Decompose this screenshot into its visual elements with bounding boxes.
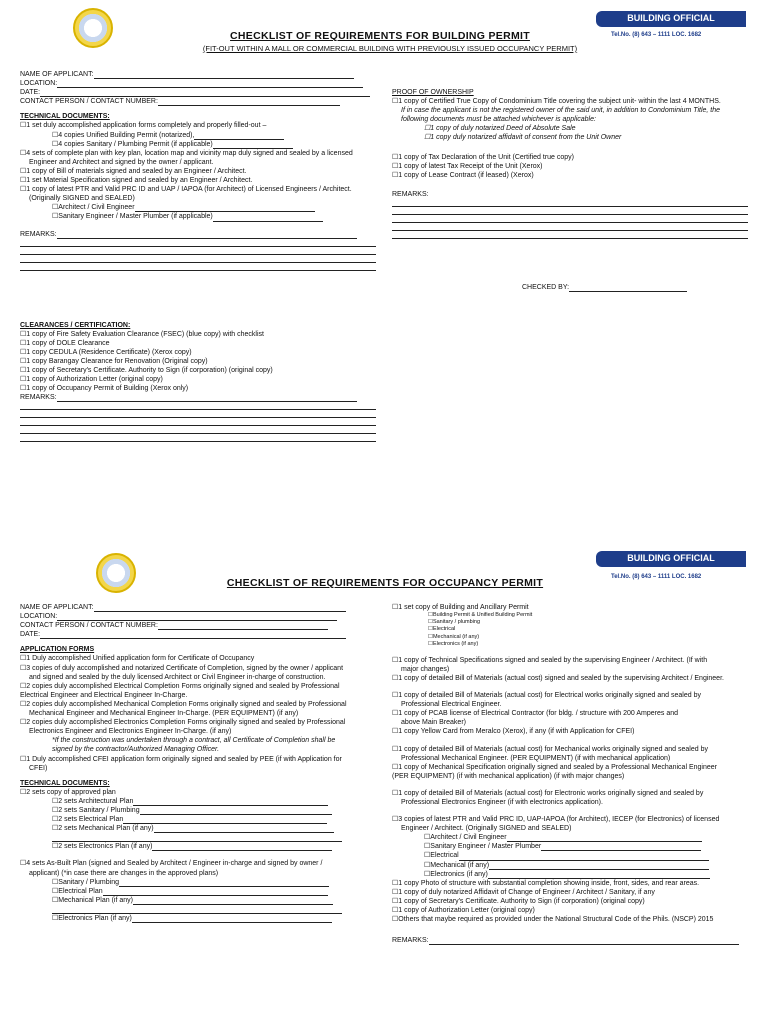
checklist-text: 1 copy of DOLE Clearance (26, 339, 110, 347)
checklist-text: Sanitary Engineer / Master Plumber (430, 843, 542, 851)
checklist-item (392, 106, 748, 115)
checklist-item (392, 915, 752, 924)
fill-blank[interactable] (132, 916, 332, 923)
checklist-item (392, 709, 752, 718)
checklist-text: 3 copies of latest PTR and Valid PRC ID, UAP-IAPOA (for Architect), IECEP (for Electronics) of licensed (398, 816, 720, 824)
checklist-text: Others that maybe required as provided under the National Structural Code of the Phils. (NSCP) 2015 (398, 916, 714, 924)
field-row[interactable] (20, 88, 376, 97)
checklist-text: Professional Electrical Engineer. (401, 701, 502, 709)
checklist-item (20, 700, 376, 709)
checklist-item (20, 745, 376, 754)
occupancy-left-column (20, 603, 376, 923)
checklist-text: 1 copy of Occupancy Permit of Building (Xerox only) (26, 385, 189, 393)
checklist-text: Mechanical Plan (if any) (58, 896, 133, 904)
checklist-text: 1 copy of detailed Bill of Materials (actual cost) signed and sealed by the supervising Architect / Engineer. (398, 674, 724, 682)
checklist-item (20, 149, 376, 158)
building-permit-title: CHECKLIST OF REQUIREMENTS FOR BUILDING PERMIT (230, 30, 530, 42)
clearances-list (20, 330, 376, 394)
checklist-text: 2 sets Architectural Plan (58, 797, 134, 805)
checklist-item (20, 357, 376, 366)
checklist-text: 1 set duly accomplished application forms completely and properly filled-out – (26, 122, 267, 130)
checklist-text: 4 copies Unified Building Permit (notarized), (58, 131, 195, 139)
checklist-text: If in case the applicant is not the registered owner of the said unit, in addition to Condominium Title, the (401, 107, 721, 115)
field-label: DATE: (20, 631, 41, 639)
ancillary-permit: ☐ 1 set copy of Building and Ancillary Permit (392, 603, 752, 612)
checklist-text: following documents must be attached whichever is applicable: (401, 116, 596, 124)
telephone-bottom: Tel.No. (8) 643 – 1111 LOC. 1682 (611, 574, 702, 580)
checklist-item (392, 879, 752, 888)
checklist-text: signed by the contractor/Authorized Managing Officer. (52, 746, 220, 754)
checklist-item (20, 842, 376, 851)
checklist-text: 1 copy of Lease Contract (if leased) (Xerox) (398, 171, 534, 179)
checklist-item (20, 727, 376, 736)
sub-item: ☐ Sanitary / plumbing (392, 619, 752, 626)
checklist-text: and signed and sealed by the duly licensed Architect or Civil Engineer in-charge of construction. (29, 673, 326, 681)
checklist-text: (PER EQUIPMENT) (if with mechanical application) (if with major changes) (392, 772, 625, 780)
clearances-heading: CLEARANCES / CERTIFICATION: (20, 321, 131, 329)
field-label: LOCATION: (20, 80, 58, 88)
checklist-item (20, 788, 376, 797)
fill-blank[interactable] (133, 898, 333, 905)
field-row[interactable] (20, 97, 376, 106)
building-official-badge-bottom: BUILDING OFFICIAL (596, 551, 746, 567)
building-left-column (20, 70, 376, 442)
fill-blank[interactable] (213, 215, 323, 222)
checklist-text: (Originally SIGNED and SEALED) (29, 195, 135, 203)
checklist-text: 1 copy of Secretary's Certificate. Authority to Sign (if corporation) (original copy) (398, 897, 645, 905)
checklist-item (392, 763, 752, 772)
field-blank[interactable] (94, 72, 354, 79)
remarks-label-2: REMARKS: (20, 393, 376, 402)
field-label: NAME OF APPLICANT: (20, 604, 94, 611)
checklist-text: 2 copies duly accomplished Mechanical Completion Forms originally signed and sealed by Professional (26, 700, 347, 708)
checklist-text: CFEI) (29, 764, 48, 772)
field-row[interactable] (20, 621, 376, 630)
checklist-item (392, 683, 752, 691)
fill-blank[interactable] (507, 835, 702, 842)
remarks-label-right: REMARKS: (392, 190, 429, 198)
as-built-list (20, 859, 376, 923)
checklist-item (20, 859, 376, 868)
checklist-text: 1 copy of Tax Declaration of the Unit (Certified true copy) (398, 153, 575, 161)
checklist-item (392, 691, 752, 700)
remarks-label: REMARKS: (20, 230, 376, 239)
applicant-fields (20, 70, 376, 106)
checklist-text: 1 copy duly notarized affidavit of consent from the Unit Owner (430, 134, 622, 142)
checklist-text: above Main Breaker) (401, 719, 466, 727)
checklist-text: 2 copies duly accomplished Electrical Completion Forms originally signed and sealed by Professional (26, 682, 340, 690)
checklist-item (20, 718, 376, 727)
checklist-text: Professional Mechanical Engineer. (PER EQUIPMENT) (if with mechanical application) (401, 754, 671, 762)
checklist-item (20, 833, 376, 842)
checklist-text: 2 sets Sanitary / Plumbing (58, 806, 140, 814)
sub-item: ☐ Building Permit & Unified Building Permit (392, 612, 752, 619)
field-blank[interactable] (40, 632, 346, 639)
checklist-item (392, 727, 752, 736)
checklist-text: 2 copies duly accomplished Electronics Completion Forms originally signed and sealed by Professional (26, 719, 346, 727)
city-seal-top (73, 8, 113, 48)
checklist-item (20, 167, 376, 176)
checklist-text: 4 copies Sanitary / Plumbing Permit (if applicable) (58, 140, 213, 148)
occupancy-applicant-fields (20, 603, 376, 639)
checklist-item (20, 682, 376, 691)
checklist-text: 2 sets copy of approved plan (26, 788, 116, 796)
checklist-item (20, 158, 376, 167)
field-row[interactable] (20, 603, 376, 612)
application-forms-heading: APPLICATION FORMS (20, 646, 95, 654)
checklist-text: Architect / Civil Engineer (430, 834, 507, 842)
fill-blank[interactable] (488, 872, 710, 879)
checklist-text: Electrical (430, 852, 459, 860)
fill-blank[interactable] (213, 142, 293, 149)
checklist-text: Mechanical (if any) (430, 861, 490, 869)
checklist-item (20, 755, 376, 764)
checklist-text: 1 copy CEDULA (Residence Certificate) (Xerox copy) (26, 348, 192, 356)
checklist-item (20, 366, 376, 375)
checklist-item (20, 203, 376, 212)
checklist-text: Mechanical Engineer and Mechanical Engineer In-Charge. (PER EQUIPMENT) (if any) (29, 710, 299, 718)
checklist-item (20, 736, 376, 745)
checklist-item (20, 815, 376, 824)
field-row[interactable] (20, 630, 376, 639)
field-blank[interactable] (94, 605, 346, 612)
field-blank[interactable] (57, 614, 337, 621)
checklist-item (392, 665, 752, 674)
checklist-text: Electrical Plan (58, 887, 103, 895)
checklist-item (20, 348, 376, 357)
fill-blank[interactable] (133, 799, 328, 806)
checklist-item (392, 700, 752, 709)
fill-blank[interactable] (103, 889, 328, 896)
checklist-text: 1 copy of Secretary's Certificate. Authority to Sign (if corporation) (original copy) (26, 367, 273, 375)
checklist-text: Electrical Engineer and Electrical Engineer In-Charge. (20, 691, 188, 699)
checklist-text: 3 copies of duly accomplished and notarized Certificate of Completion, signed by the owner / applicant (26, 664, 344, 672)
checklist-item (392, 162, 748, 171)
checklist-text: 1 copy of latest PTR and Valid PRC ID and UAP / IAPOA (for Architect) of Licensed Engineers / Architect. (26, 186, 352, 194)
checklist-item (392, 842, 752, 851)
checklist-text: 1 copy of duly notarized Deed of Absolute Sale (430, 125, 576, 133)
checklist-item (392, 833, 752, 842)
checklist-text: 1 Duly accomplished CFEI application form originally signed and sealed by PEE (if with Application for (26, 755, 342, 763)
checklist-item (392, 718, 752, 727)
checklist-item (392, 798, 752, 807)
checklist-item (20, 140, 376, 149)
checklist-item (20, 176, 376, 185)
checklist-item (392, 674, 752, 683)
occupancy-technical-heading: TECHNICAL DOCUMENTS: (20, 779, 110, 787)
application-forms-list (20, 654, 376, 772)
checklist-item (392, 133, 748, 142)
checklist-text: Engineer and Architect and signed by the owner / applicant. (29, 158, 214, 166)
fill-blank[interactable] (119, 880, 329, 887)
fill-blank[interactable] (152, 844, 332, 851)
checklist-item (392, 97, 748, 106)
fill-blank[interactable] (135, 205, 315, 212)
checklist-item (20, 339, 376, 348)
checklist-item (392, 124, 748, 133)
checklist-item (392, 754, 752, 763)
checklist-item (392, 824, 752, 833)
checklist-text: 1 copy of Technical Specifications signed and sealed by the supervising Engineer / Architect. (If with (398, 656, 708, 664)
field-label: CONTACT PERSON / CONTACT NUMBER: (20, 622, 158, 630)
checklist-text: 2 sets Electronics Plan (if any) (58, 843, 153, 851)
checklist-item (20, 185, 376, 194)
checklist-text: 1 copy Photo of structure with substantial completion showing inside, front, sides, and rear areas. (398, 879, 700, 887)
checklist-item (392, 888, 752, 897)
checklist-text: 1 Duly accomplished Unified application form for Certificate of Occupancy (26, 655, 255, 663)
technical-documents-list (20, 121, 376, 221)
building-official-badge-top: BUILDING OFFICIAL (596, 11, 746, 27)
checklist-text: Sanitary / Plumbing (58, 878, 119, 886)
checklist-text: Architect / Civil Engineer (58, 204, 135, 212)
ancillary-permit-sublist (392, 612, 752, 648)
checklist-item (20, 905, 376, 914)
city-seal-bottom (96, 553, 136, 593)
checklist-text: 1 copy Yellow Card from Meralco (Xerox), if any (if with Application for CFEI) (398, 728, 635, 736)
checklist-item (20, 914, 376, 923)
checklist-text: 1 copy of detailed Bill of Materials (actual cost) for Electrical works originally signed and sealed by (398, 692, 701, 700)
checklist-text: 4 sets As-Built Plan (signed and Sealed by Architect / Engineer in-charge and signed by owner / (26, 860, 323, 868)
occupancy-technical-list (20, 788, 376, 852)
checklist-item (20, 806, 376, 815)
fill-blank[interactable] (459, 854, 709, 861)
sub-item: ☐ Mechanical (if any) (392, 634, 752, 641)
checklist-text: 1 copy of Authorization Letter (original copy) (398, 907, 535, 915)
sub-item: ☐ Electronics (if any) (392, 641, 752, 648)
checklist-item (392, 870, 752, 879)
checklist-item (20, 709, 376, 718)
checklist-item (392, 781, 752, 789)
checklist-item (20, 797, 376, 806)
fill-blank[interactable] (489, 863, 709, 870)
checklist-text: Engineer / Architect. (Originally SIGNED and SEALED) (401, 825, 572, 833)
field-blank[interactable] (57, 81, 363, 88)
checklist-item (392, 115, 748, 124)
fill-blank[interactable] (194, 133, 284, 140)
occupancy-right-column (392, 603, 752, 945)
checklist-item (392, 897, 752, 906)
checklist-text: 1 copy of detailed Bill of Materials (actual cost) for Mechanical works originally signed and sealed by (398, 745, 708, 753)
checklist-item (20, 691, 376, 700)
checklist-item (20, 896, 376, 905)
checklist-item (392, 906, 752, 915)
checklist-text: 1 copy of Certified True Copy of Condominium Title covering the subject unit- within the last 4 MONTHS. (398, 98, 721, 106)
telephone-top: Tel.No. (8) 643 – 1111 LOC. 1682 (611, 32, 702, 38)
checklist-text: 1 copy of detailed Bill of Materials (actual cost) for Electronic works originally signed and sealed by (398, 789, 704, 797)
checklist-text: 1 copy of latest Tax Receipt of the Unit (Xerox) (398, 162, 543, 170)
proof-of-ownership-list (392, 97, 748, 142)
fill-blank[interactable] (52, 835, 342, 842)
field-blank[interactable] (158, 99, 340, 106)
checklist-item (20, 664, 376, 673)
occupancy-right-list (392, 656, 752, 924)
fill-blank[interactable] (541, 844, 701, 851)
field-blank[interactable] (158, 623, 328, 630)
field-row[interactable] (20, 70, 376, 79)
checklist-item (392, 861, 752, 870)
sub-item: ☐ Electrical (392, 626, 752, 633)
checklist-item (392, 807, 752, 815)
building-right-column (392, 82, 748, 292)
checklist-item (392, 789, 752, 798)
checklist-item (20, 654, 376, 663)
checklist-text: Electronics (if any) (430, 870, 488, 878)
checklist-text: 1 copy of duly notarized Affidavit of Change of Engineer / Architect / Sanitary, if any (398, 888, 655, 896)
field-label: NAME OF APPLICANT: (20, 71, 94, 78)
checklist-item (392, 153, 748, 162)
checklist-item (392, 772, 752, 781)
checklist-item (20, 131, 376, 140)
checklist-text: 1 set Material Specification signed and sealed by an Engineer / Architect. (26, 177, 253, 185)
checklist-text: 4 sets of complete plan with key plan, location map and vicinity map duly signed and sealed by a licensed (26, 149, 353, 157)
technical-documents-heading: TECHNICAL DOCUMENTS: (20, 113, 110, 121)
checklist-item (20, 869, 376, 878)
checklist-item (392, 656, 752, 665)
checklist-item (392, 171, 748, 180)
checklist-item (20, 330, 376, 339)
checklist-item (20, 887, 376, 896)
checklist-item (20, 121, 376, 130)
fill-blank[interactable] (154, 826, 334, 833)
proof-of-ownership-list-2 (392, 153, 748, 180)
checklist-text: *If the construction was undertaken through a contract, all Certificate of Completion shall be (52, 737, 336, 745)
checklist-item (20, 212, 376, 221)
checklist-text: applicant) (*in case there are changes in the approved plans) (29, 869, 219, 877)
occupancy-remarks: REMARKS: (392, 936, 752, 945)
checklist-item (392, 851, 752, 860)
field-label: DATE: (20, 89, 41, 97)
fill-blank[interactable] (52, 907, 342, 914)
field-row[interactable] (20, 612, 376, 621)
checklist-item (20, 673, 376, 682)
checklist-item (20, 824, 376, 833)
field-label: CONTACT PERSON / CONTACT NUMBER: (20, 98, 158, 106)
fill-blank[interactable] (140, 808, 332, 815)
checklist-item (20, 194, 376, 203)
checklist-item (20, 764, 376, 773)
checklist-item (392, 745, 752, 754)
checklist-text: 2 sets Electrical Plan (58, 816, 124, 824)
checklist-text: 1 copy of Bill of materials signed and sealed by an Engineer / Architect. (26, 167, 247, 175)
checklist-item (20, 375, 376, 384)
proof-of-ownership-heading: PROOF OF OWNERSHIP (392, 89, 474, 96)
checklist-text: Sanitary Engineer / Master Plumber (if applicable) (58, 213, 213, 221)
field-blank[interactable] (40, 90, 370, 97)
checklist-text: 1 copy of Authorization Letter (original copy) (26, 376, 163, 384)
checklist-item (392, 737, 752, 745)
checklist-text: 1 copy of PCAB license of Electrical Contractor (for bldg. / structure with 200 Amperes and (398, 710, 679, 718)
checklist-text: 1 copy of Fire Safety Evaluation Clearance (FSEC) (blue copy) with checklist (26, 330, 264, 338)
checklist-item (20, 384, 376, 393)
field-row[interactable] (20, 79, 376, 88)
checklist-text: 1 copy of Mechanical Specification originally signed and sealed by a Professional Mechanical Engineer (398, 763, 717, 771)
checked-by: CHECKED BY: (392, 283, 748, 292)
checklist-text: Electronics Plan (if any) (58, 915, 132, 922)
checklist-text: major changes) (401, 665, 450, 673)
checklist-item (392, 815, 752, 824)
checklist-text: Professional Electronics Engineer (if with electronics application). (401, 799, 603, 807)
checklist-text: 2 sets Mechanical Plan (if any) (58, 825, 154, 833)
checklist-text: Electronics Engineer and Electronics Engineer In-Charge. (if any) (29, 728, 232, 736)
field-label: LOCATION: (20, 613, 58, 621)
occupancy-permit-title: CHECKLIST OF REQUIREMENTS FOR OCCUPANCY PERMIT (226, 577, 544, 589)
checklist-item (20, 878, 376, 887)
fill-blank[interactable] (123, 817, 327, 824)
checklist-text: 1 copy Barangay Clearance for Renovation (Original copy) (26, 357, 208, 365)
building-permit-subtitle: (FIT-OUT WITHIN A MALL OR COMMERCIAL BUILDING WITH PREVIOUSLY ISSUED OCCUPANCY PERMIT) (202, 44, 578, 53)
